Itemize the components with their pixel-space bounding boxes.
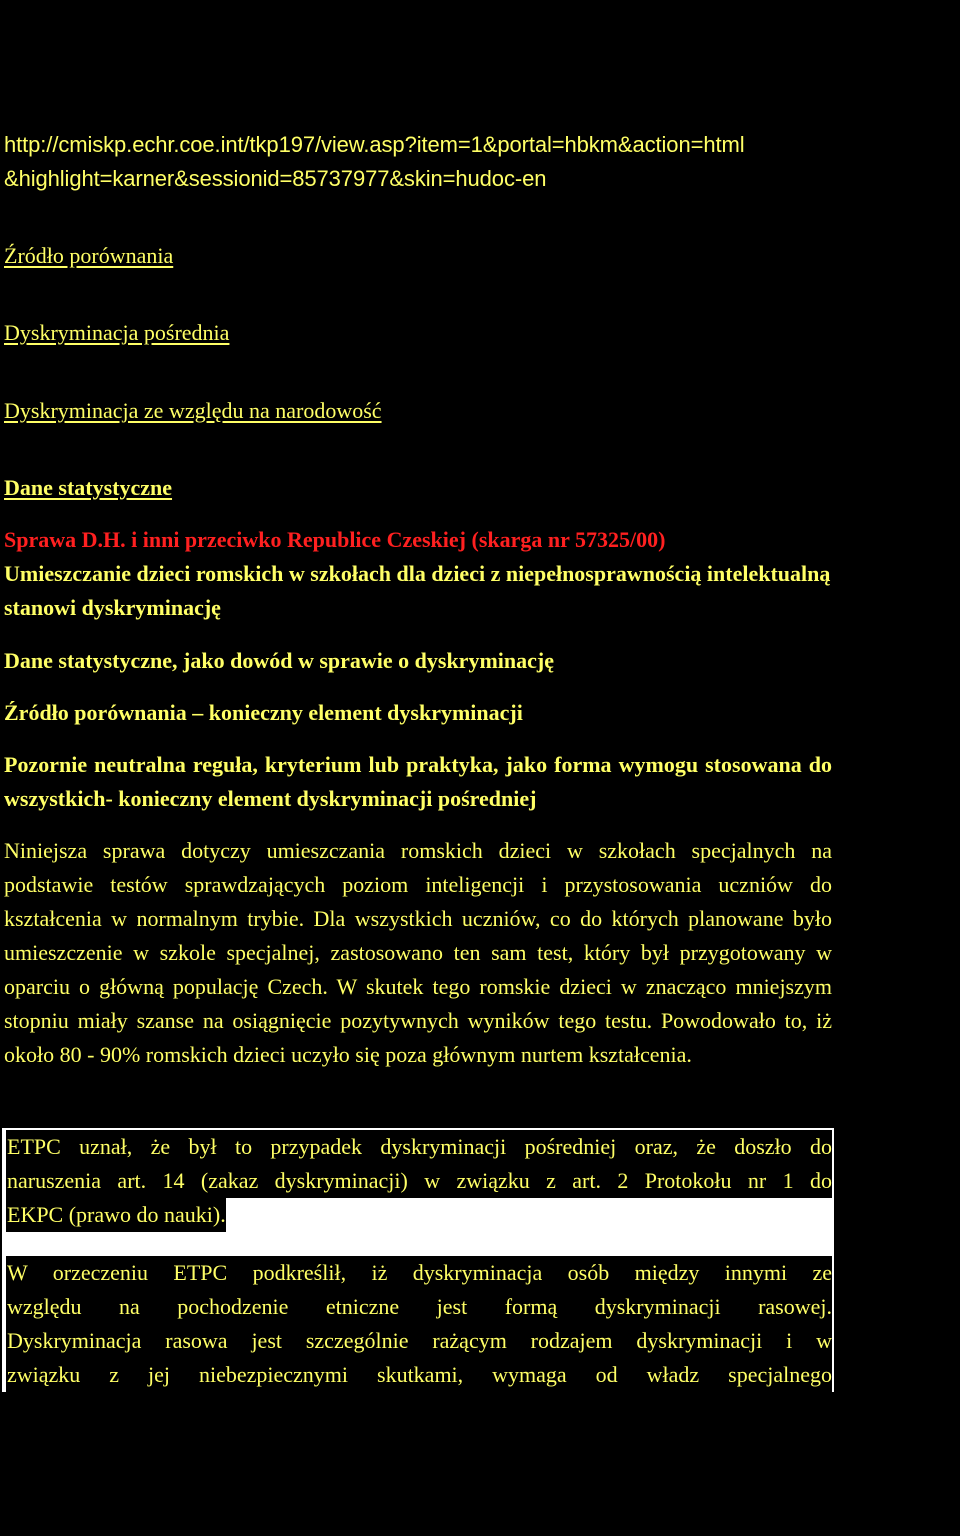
- heading-statistics: Dane statystyczne, jako dowód w sprawie o dyskryminację: [4, 648, 554, 673]
- link-statistics[interactable]: Dane statystyczne: [4, 475, 173, 500]
- link-comparison-source[interactable]: Źródło porównania: [4, 243, 174, 268]
- ruling-line-2: naruszenia art. 14 (zakaz dyskryminacji) w związku z art. 2 Protokołu nr 1 do: [6, 1164, 832, 1198]
- emphasis-line-4: związku z jej niebezpiecznymi skutkami, wymaga od władz specjalnego: [6, 1358, 832, 1392]
- case-title: Sprawa D.H. i inni przeciwko Republice Czeskiej (skarga nr 57325/00): [4, 527, 666, 552]
- case-description: Umieszczanie dzieci romskich w szkołach dla dzieci z niepełnosprawnością intelektualną stanowi dyskryminację: [4, 561, 831, 620]
- source-url[interactable]: [4, 128, 745, 196]
- source-url-line-1: http://cmiskp.echr.coe.int/tkp197/view.asp?item=1&portal=hbkm&action=html: [4, 132, 745, 157]
- ruling-line-3: EKPC (prawo do nauki).: [6, 1198, 226, 1232]
- emphasis-line-1: W orzeczeniu ETPC podkreślił, iż dyskryminacja osób między innymi ze: [6, 1256, 832, 1290]
- heading-neutral-rule: Pozornie neutralna reguła, kryterium lub praktyka, jako forma wymogu stosowana do wszystkich- konieczny element dyskryminacji pośredniej: [4, 752, 832, 811]
- link-nationality-discrimination[interactable]: Dyskryminacja ze względu na narodowość: [4, 398, 382, 423]
- link-indirect-discrimination[interactable]: Dyskryminacja pośrednia: [4, 320, 230, 345]
- case-summary-paragraph: Niniejsza sprawa dotyczy umieszczania romskich dzieci w szkołach specjalnych na podstawie testów sprawdzających poziom inteligencji i przystosowania uczniów do kształcenia w normalnym trybie. Dla wszystkich uczniów, co do których planowane było umieszczenie w szkole specjalnej, zastosowano ten sam test, który był przygotowany w oparciu o główną populację Czech. W skutek tego romskie dzieci w znacząco mniejszym stopniu miały szanse na osiągnięcie pozytywnych wyników tego testu. Powodowało to, iż około 80 - 90% romskich dzieci uczyło się poza głównym nurtem kształcenia.: [4, 838, 832, 1067]
- heading-comparison-source: Źródło porównania – konieczny element dyskryminacji: [4, 700, 523, 725]
- highlight-box: [2, 1128, 834, 1392]
- source-url-line-2: &highlight=karner&sessionid=85737977&skin=hudoc-en: [4, 166, 547, 191]
- case-header: [4, 523, 832, 625]
- ruling-line-1: ETPC uznał, że był to przypadek dyskryminacji pośredniej oraz, że doszło do: [6, 1130, 832, 1164]
- emphasis-line-2: względu na pochodzenie etniczne jest formą dyskryminacji rasowej.: [6, 1290, 832, 1324]
- emphasis-line-3: Dyskryminacja rasowa jest szczególnie rażącym rodzajem dyskryminacji i w: [6, 1324, 832, 1358]
